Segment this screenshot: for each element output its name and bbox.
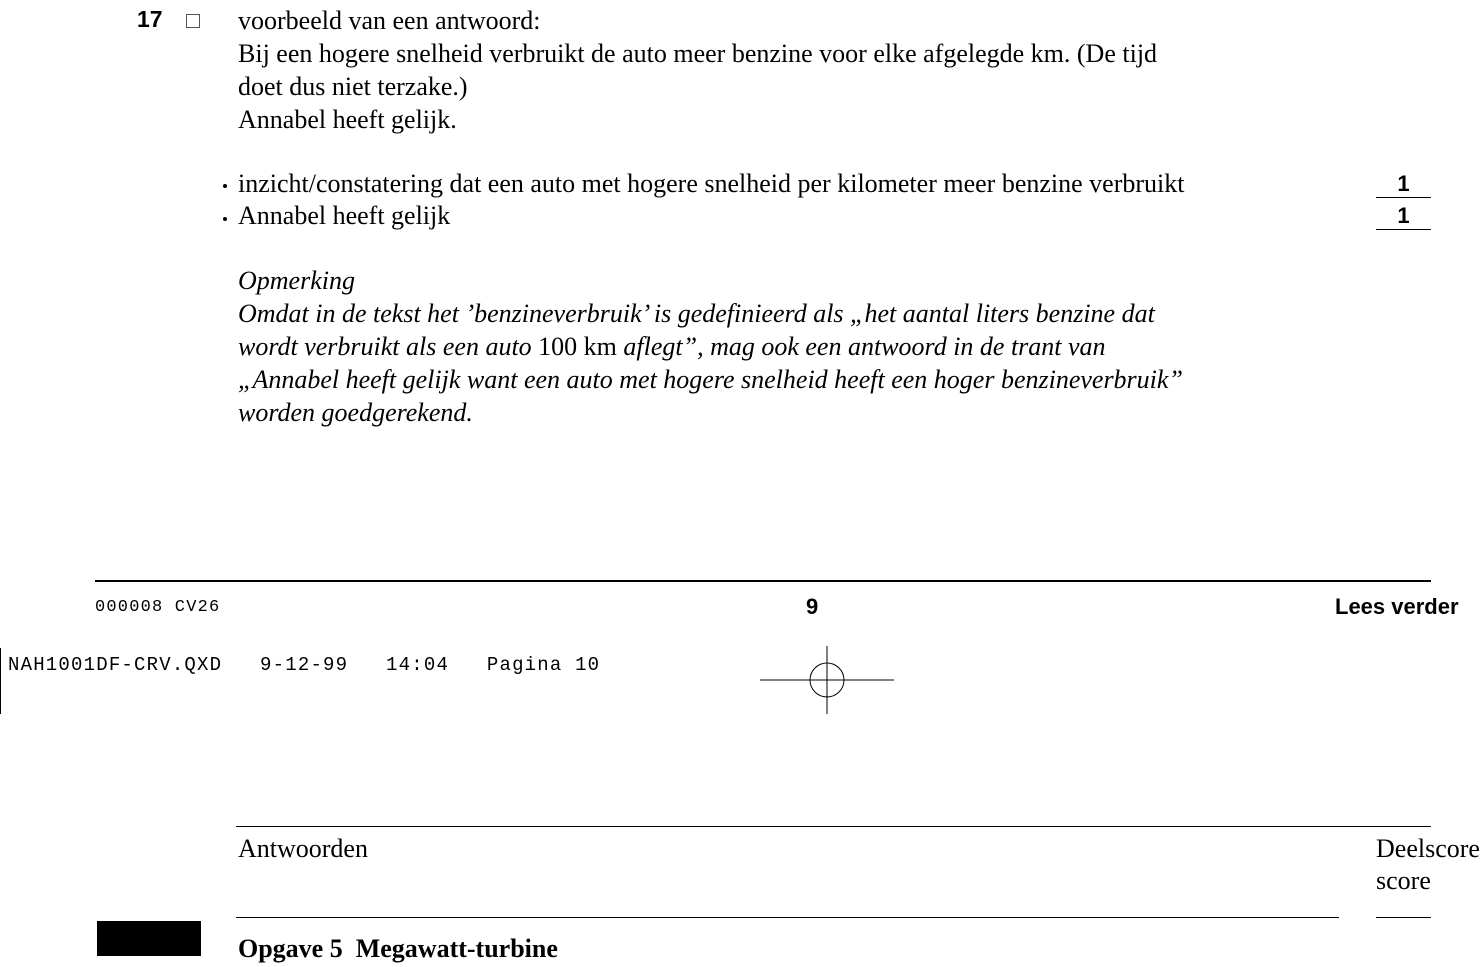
remark-title: Opmerking — [238, 266, 355, 295]
bullet-icon — [223, 217, 227, 221]
footer-page-number: 9 — [806, 594, 819, 619]
criterion-text: inzicht/constatering dat een auto met hogere snelheid per kilometer meer benzine verbruikt — [238, 169, 1185, 198]
section-marker-block — [97, 921, 201, 956]
remark-text: aflegt”, mag ook een antwoord in de trant van — [616, 332, 1106, 361]
print-slug: NAH1001DF-CRV.QXD 9-12-99 14:04 Pagina 10 — [8, 654, 601, 676]
footer-code: 000008 CV26 — [95, 598, 221, 617]
section-rule — [236, 917, 1339, 918]
checkbox-icon — [186, 14, 200, 28]
remark-block — [238, 264, 1358, 429]
remark-line — [238, 330, 1358, 363]
remark-quantity: 100 km — [538, 332, 617, 361]
answer-intro: voorbeeld van een antwoord: — [238, 6, 541, 35]
footer-continue: Lees verder — [1335, 594, 1459, 619]
remark-text: wordt verbruikt als een auto — [238, 332, 539, 361]
criterion-score: 1 — [1376, 203, 1431, 230]
answer-block — [238, 4, 1358, 136]
footer-rule — [95, 580, 1431, 582]
deelscore-heading: Deelscore — [1376, 834, 1480, 863]
remark-line: Omdat in de tekst het ’benzineverbruik’ is gedefinieerd als „het aantal liters benzine dat — [238, 299, 1155, 328]
section-title: Opgave 5 Megawatt-turbine — [238, 934, 558, 963]
remark-line: worden goedgerekend. — [238, 398, 473, 427]
score-rule — [1376, 917, 1431, 918]
registration-mark-icon — [760, 646, 894, 714]
answers-heading: Antwoorden — [238, 834, 368, 863]
answer-line: Annabel heeft gelijk. — [238, 105, 457, 134]
question-number: 17 — [137, 6, 163, 32]
header-rule — [236, 826, 1431, 827]
answer-line: Bij een hogere snelheid verbruikt de auto meer benzine voor elke afgelegde km. (De tijd — [238, 39, 1158, 68]
score-heading: score — [1376, 866, 1431, 895]
answer-line: doet dus niet terzake.) — [238, 72, 468, 101]
criterion-score: 1 — [1376, 171, 1431, 198]
remark-line: „Annabel heeft gelijk want een auto met hogere snelheid heeft een hoger benzineverbruik” — [238, 365, 1183, 394]
criterion-text: Annabel heeft gelijk — [238, 201, 451, 230]
bullet-icon — [223, 184, 227, 188]
crop-mark — [0, 648, 1, 714]
